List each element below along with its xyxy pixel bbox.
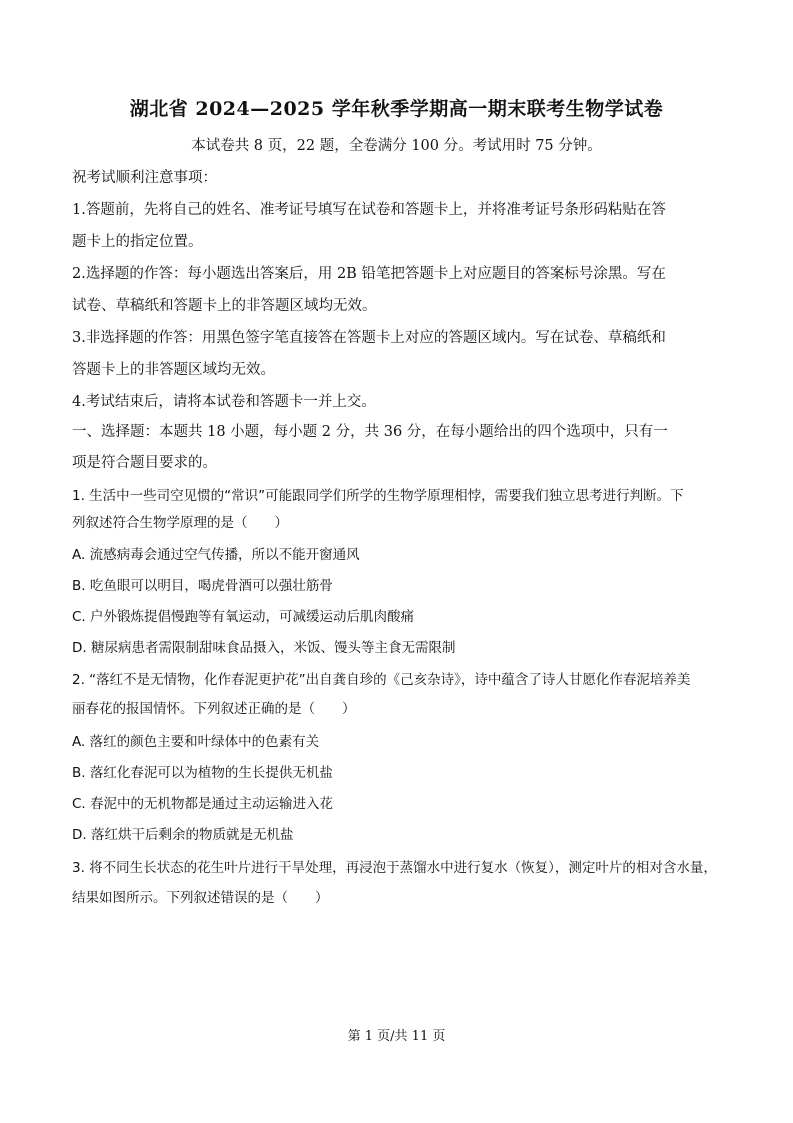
- question-2-stem-line-2: 丽春花的报国情怀。下列叙述正确的是（ ）: [72, 701, 356, 717]
- question-2-option-d: D. 落红烘干后剩余的物质就是无机盐: [72, 827, 294, 843]
- notice-item-3-line-1: 3.非选择题的作答：用黑色签字笔直接答在答题卡上对应的答题区域内。写在试卷、草稿纸和: [72, 330, 666, 346]
- exam-subtitle: 本试卷共 8 页，22 题，全卷满分 100 分。考试用时 75 分钟。: [191, 138, 602, 154]
- question-1-stem-line-1: 1. 生活中一些司空见惯的“常识”可能跟同学们所学的生物学原理相悖，需要我们独立思考进行判断。下: [72, 488, 684, 504]
- question-2-option-a: A. 落红的颜色主要和叶绿体中的色素有关: [72, 734, 320, 750]
- question-2-stem-line-1: 2. “落红不是无情物，化作春泥更护花”出自龚自珍的《己亥杂诗》，诗中蕴含了诗人甘愿化作春泥培养美: [72, 672, 691, 688]
- notice-item-1-line-2: 题卡上的指定位置。: [72, 234, 203, 250]
- section-heading-line-2: 项是符合题目要求的。: [72, 455, 217, 471]
- question-3-stem-line-1: 3. 将不同生长状态的花生叶片进行干旱处理，再浸泡于蒸馏水中进行复水（恢复），测定叶片的相对含水量，: [72, 860, 717, 876]
- question-1-stem-line-2: 列叙述符合生物学原理的是（ ）: [72, 515, 288, 531]
- notice-item-1-line-1: 1.答题前，先将自己的姓名、准考证号填写在试卷和答题卡上，并将准考证号条形码粘贴在答: [72, 202, 666, 218]
- notice-item-4-line-1: 4.考试结束后，请将本试卷和答题卡一并上交。: [72, 394, 376, 410]
- question-1-option-d: D. 糖尿病患者需限制甜味食品摄入，米饭、馒头等主食无需限制: [72, 640, 456, 656]
- question-2-option-b: B. 落红化春泥可以为植物的生长提供无机盐: [72, 765, 333, 781]
- question-2-option-c: C. 春泥中的无机物都是通过主动运输进入花: [72, 796, 334, 812]
- notice-item-2-line-2: 试卷、草稿纸和答题卡上的非答题区域均无效。: [72, 298, 377, 314]
- notice-item-3-line-2: 答题卡上的非答题区域均无效。: [72, 362, 275, 378]
- notice-heading: 祝考试顺利注意事项：: [72, 170, 217, 186]
- notice-item-2-line-1: 2.选择题的作答：每小题选出答案后，用 2B 铅笔把答题卡上对应题目的答案标号涂黑。写在: [72, 266, 666, 282]
- question-3-stem-line-2: 结果如图所示。下列叙述错误的是（ ）: [72, 890, 329, 906]
- question-1-option-c: C. 户外锻炼提倡慢跑等有氧运动，可减缓运动后肌肉酸痛: [72, 609, 415, 625]
- section-heading-line-1: 一、选择题：本题共 18 小题，每小题 2 分，共 36 分，在每小题给出的四个选项中，只有一: [72, 424, 668, 440]
- page-footer: 第 1 页/共 11 页: [347, 1029, 446, 1044]
- exam-title: 湖北省 2024—2025 学年秋季学期高一期末联考生物学试卷: [129, 98, 664, 120]
- question-1-option-a: A. 流感病毒会通过空气传播，所以不能开窗通风: [72, 547, 360, 563]
- question-1-option-b: B. 吃鱼眼可以明目，喝虎骨酒可以强壮筋骨: [72, 578, 333, 594]
